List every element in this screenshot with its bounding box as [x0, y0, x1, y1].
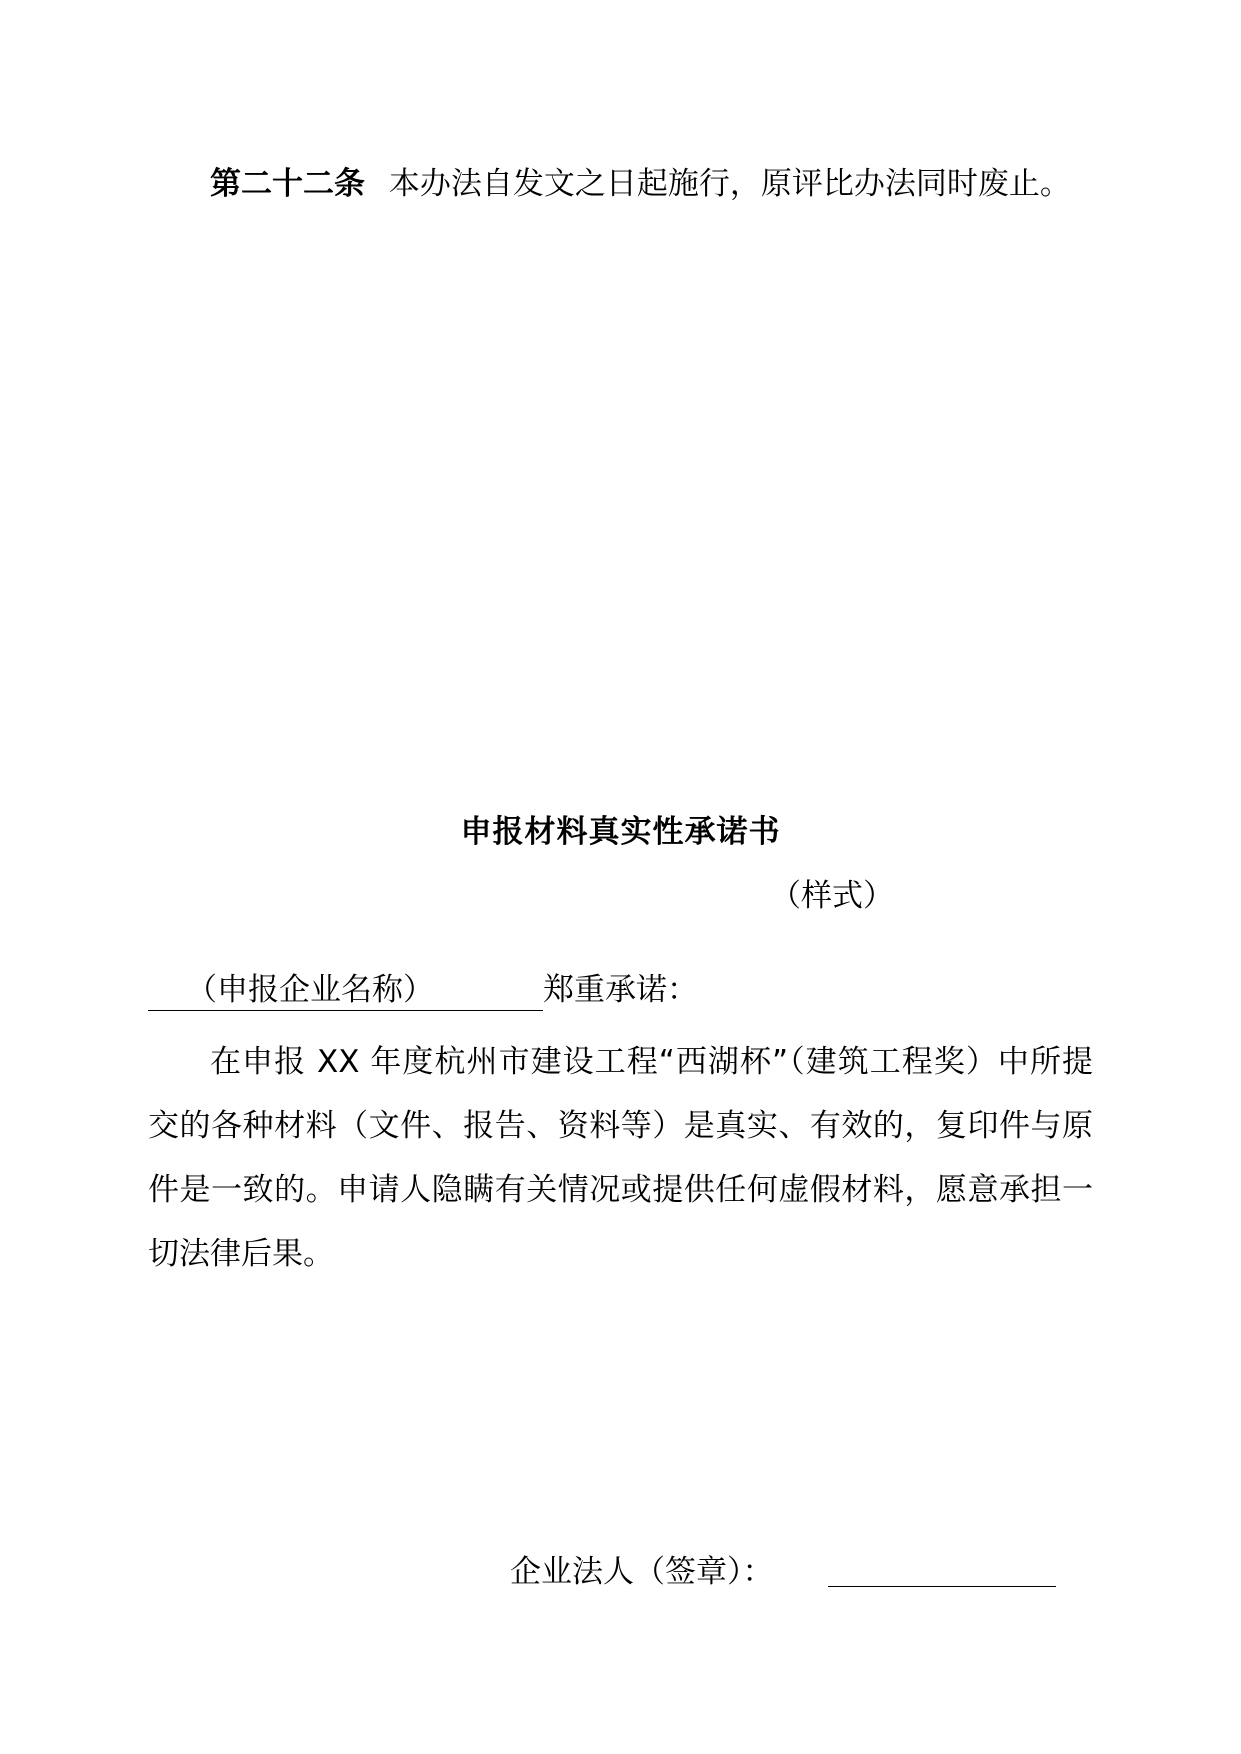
signature-label: 企业法人（签章）：	[510, 1554, 774, 1590]
promise-subtitle: （样式）	[770, 878, 894, 914]
article-text: 本办法自发文之日起施行，原评比办法同时废止。	[388, 166, 1071, 202]
company-name-blank: （申报企业名称）	[148, 970, 543, 1011]
company-declaration-suffix: 郑重承诺：	[543, 972, 698, 1008]
company-declaration-line	[148, 968, 698, 1012]
signature-blank-line	[828, 1586, 1056, 1587]
promise-body: 在申报 XX 年度杭州市建设工程“西湖杯”（建筑工程奖）中所提交的各种材料（文件、报告、资料等）是真实、有效的，复印件与原件是一致的。申请人隐瞒有关情况或提供任何虚假材料，愿意承担一切法律后果。	[148, 1044, 1093, 1272]
article-22	[210, 162, 1071, 206]
article-label: 第二十二条	[210, 166, 365, 202]
promise-title: 申报材料真实性承诺书	[460, 814, 781, 850]
